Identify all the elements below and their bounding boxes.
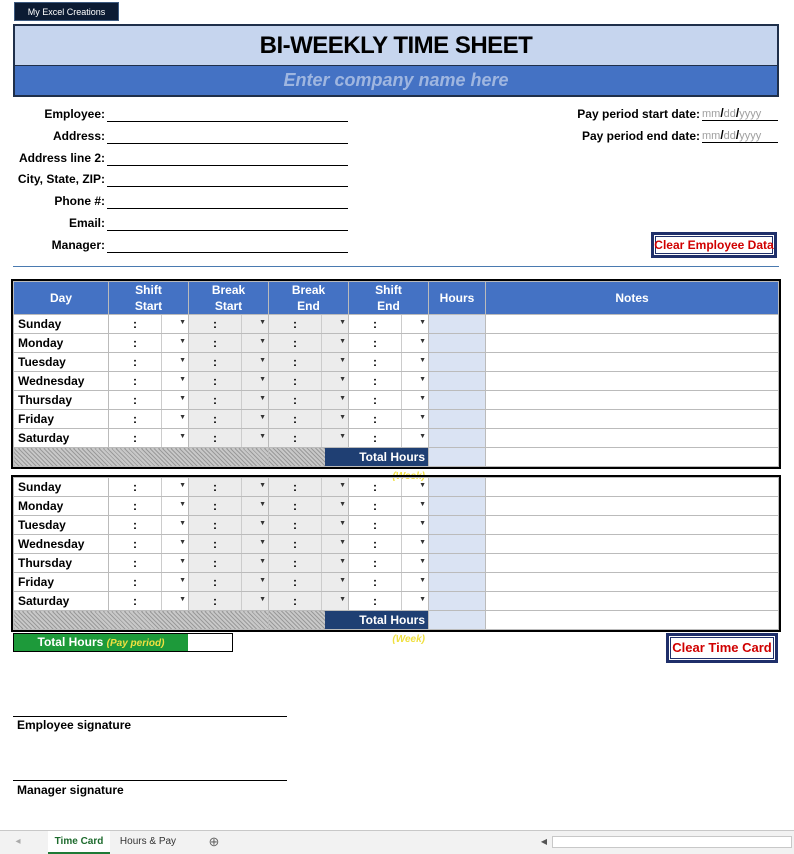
sheet-tab-bar <box>0 830 794 854</box>
shift-end-cell[interactable] <box>349 391 429 410</box>
day-label: Wednesday <box>14 535 109 554</box>
employee-field-label: Address line 2: <box>18 150 105 165</box>
dropdown-arrow-icon[interactable]: ▼ <box>401 497 428 515</box>
day-row <box>14 410 779 429</box>
pay-period-start-label: Pay period start date: <box>577 107 700 121</box>
break-start-cell[interactable] <box>189 535 269 554</box>
dropdown-arrow-icon[interactable]: ▼ <box>401 315 428 333</box>
dropdown-arrow-icon[interactable]: ▼ <box>401 554 428 572</box>
dropdown-arrow-icon[interactable]: ▼ <box>321 429 348 447</box>
col-break-start: Break Start <box>189 282 269 315</box>
hatched-fill <box>14 448 269 467</box>
time-colon: : <box>373 393 377 407</box>
week-total-notes <box>486 611 779 630</box>
notes-cell[interactable] <box>486 429 779 448</box>
time-colon: : <box>133 355 137 369</box>
hatched-fill <box>269 611 325 629</box>
dropdown-arrow-icon[interactable]: ▼ <box>161 592 188 610</box>
week-total-label <box>269 611 429 645</box>
company-name-field[interactable]: Enter company name here <box>13 66 779 97</box>
dropdown-arrow-icon[interactable]: ▼ <box>241 535 268 553</box>
break-start-cell[interactable] <box>189 315 269 334</box>
employee-field-input[interactable] <box>107 151 348 166</box>
hours-cell <box>429 516 486 535</box>
date-dd: dd <box>723 130 736 142</box>
break-end-cell[interactable] <box>269 391 349 410</box>
shift-start-cell[interactable] <box>109 478 189 497</box>
time-colon: : <box>293 594 297 608</box>
col-break-end: Break End <box>269 282 349 315</box>
day-label: Monday <box>14 497 109 516</box>
employee-field-label: Employee: <box>44 107 105 121</box>
time-colon: : <box>293 393 297 407</box>
hours-cell <box>429 372 486 391</box>
date-dd: dd <box>723 108 736 120</box>
time-colon: : <box>293 317 297 331</box>
shift-start-cell[interactable] <box>109 573 189 592</box>
brand-logo: My Excel Creations <box>14 2 119 21</box>
day-row <box>14 573 779 592</box>
notes-cell[interactable] <box>486 535 779 554</box>
notes-cell[interactable] <box>486 334 779 353</box>
employee-field-label: Email: <box>68 216 105 230</box>
week-total-label <box>269 448 429 482</box>
notes-cell[interactable] <box>486 554 779 573</box>
week-total-row <box>14 448 779 467</box>
break-end-cell[interactable] <box>269 516 349 535</box>
day-label: Sunday <box>14 315 109 334</box>
dropdown-arrow-icon[interactable]: ▼ <box>241 497 268 515</box>
date-mm: mm <box>702 130 721 142</box>
time-colon: : <box>373 431 377 445</box>
time-colon: : <box>293 374 297 388</box>
employee-field-label: Manager: <box>51 237 105 252</box>
dropdown-arrow-icon[interactable]: ▼ <box>401 478 428 496</box>
dropdown-arrow-icon[interactable]: ▼ <box>321 391 348 409</box>
day-label: Monday <box>14 334 109 353</box>
notes-cell[interactable] <box>486 372 779 391</box>
time-colon: : <box>293 480 297 494</box>
shift-start-cell[interactable] <box>109 516 189 535</box>
hours-cell <box>429 334 486 353</box>
dropdown-arrow-icon[interactable]: ▼ <box>401 592 428 610</box>
time-colon: : <box>293 336 297 350</box>
shift-end-cell[interactable] <box>349 429 429 448</box>
break-end-cell[interactable] <box>269 478 349 497</box>
dropdown-arrow-icon[interactable]: ▼ <box>161 573 188 591</box>
add-sheet-icon[interactable]: ⊕ <box>208 834 220 849</box>
hatched-fill <box>14 611 269 630</box>
time-colon: : <box>213 317 217 331</box>
time-colon: : <box>373 556 377 570</box>
employee-field-label: Address: <box>52 128 105 143</box>
employee-signature-line[interactable] <box>13 716 287 717</box>
dropdown-arrow-icon[interactable]: ▼ <box>161 516 188 534</box>
time-colon: : <box>133 317 137 331</box>
time-colon: : <box>373 594 377 608</box>
day-row <box>14 353 779 372</box>
hours-cell <box>429 554 486 573</box>
time-colon: : <box>213 393 217 407</box>
dropdown-arrow-icon[interactable]: ▼ <box>321 334 348 352</box>
dropdown-arrow-icon[interactable]: ▼ <box>161 372 188 390</box>
notes-cell[interactable] <box>486 516 779 535</box>
clear-time-card-button[interactable]: Clear Time Card <box>666 633 778 663</box>
employee-field-input[interactable] <box>107 172 348 187</box>
time-colon: : <box>373 374 377 388</box>
day-label: Friday <box>14 410 109 429</box>
shift-end-cell[interactable] <box>349 554 429 573</box>
dropdown-arrow-icon[interactable]: ▼ <box>241 391 268 409</box>
hours-cell <box>429 535 486 554</box>
time-colon: : <box>133 431 137 445</box>
hours-cell <box>429 592 486 611</box>
col-hours: Hours <box>429 282 486 315</box>
col-notes: Notes <box>486 282 779 315</box>
dropdown-arrow-icon[interactable]: ▼ <box>401 353 428 371</box>
tab-hours-and-pay[interactable]: Hours & Pay <box>119 836 177 847</box>
time-colon: : <box>373 355 377 369</box>
dropdown-arrow-icon[interactable]: ▼ <box>321 516 348 534</box>
date-sep: / <box>720 128 724 142</box>
time-colon: : <box>213 518 217 532</box>
break-end-cell[interactable] <box>269 334 349 353</box>
dropdown-arrow-icon[interactable]: ▼ <box>321 315 348 333</box>
week-total-notes <box>486 448 779 467</box>
time-colon: : <box>373 317 377 331</box>
hours-cell <box>429 429 486 448</box>
break-start-cell[interactable] <box>189 353 269 372</box>
col-day: Day <box>14 282 109 315</box>
shift-start-cell[interactable] <box>109 353 189 372</box>
shift-end-cell[interactable] <box>349 372 429 391</box>
break-end-cell[interactable] <box>269 573 349 592</box>
pay-period-total <box>13 633 233 652</box>
day-row <box>14 497 779 516</box>
employee-field-input[interactable] <box>107 238 348 253</box>
employee-signature-label: Employee signature <box>17 718 132 732</box>
week1-timesheet-table <box>13 281 779 482</box>
employee-field-input[interactable] <box>107 129 348 144</box>
notes-cell[interactable] <box>486 353 779 372</box>
time-colon: : <box>293 556 297 570</box>
dropdown-arrow-icon[interactable]: ▼ <box>241 429 268 447</box>
shift-start-cell[interactable] <box>109 497 189 516</box>
employee-field-input[interactable] <box>107 107 348 122</box>
employee-field-input[interactable] <box>107 194 348 209</box>
section-divider <box>13 266 779 267</box>
dropdown-arrow-icon[interactable]: ▼ <box>161 315 188 333</box>
break-start-cell[interactable] <box>189 516 269 535</box>
break-start-cell[interactable] <box>189 592 269 611</box>
time-colon: : <box>293 575 297 589</box>
dropdown-arrow-icon[interactable]: ▼ <box>241 592 268 610</box>
dropdown-arrow-icon[interactable]: ▼ <box>161 410 188 428</box>
pay-period-end-input[interactable] <box>702 128 778 143</box>
break-start-cell[interactable] <box>189 334 269 353</box>
manager-signature-label: Manager signature <box>17 783 124 797</box>
day-row <box>14 429 779 448</box>
notes-cell[interactable] <box>486 573 779 592</box>
day-row <box>14 334 779 353</box>
dropdown-arrow-icon[interactable]: ▼ <box>401 573 428 591</box>
hours-cell <box>429 497 486 516</box>
time-colon: : <box>213 355 217 369</box>
day-label: Friday <box>14 573 109 592</box>
dropdown-arrow-icon[interactable]: ▼ <box>321 372 348 390</box>
break-end-cell[interactable] <box>269 315 349 334</box>
day-label: Thursday <box>14 391 109 410</box>
time-colon: : <box>373 336 377 350</box>
employee-field-input[interactable] <box>107 216 348 231</box>
day-label: Sunday <box>14 478 109 497</box>
time-colon: : <box>293 355 297 369</box>
time-colon: : <box>133 518 137 532</box>
time-colon: : <box>373 518 377 532</box>
day-row <box>14 516 779 535</box>
notes-cell[interactable] <box>486 478 779 497</box>
break-end-cell[interactable] <box>269 410 349 429</box>
dropdown-arrow-icon[interactable]: ▼ <box>161 353 188 371</box>
date-sep: / <box>735 128 740 142</box>
time-colon: : <box>293 412 297 426</box>
dropdown-arrow-icon[interactable]: ▼ <box>401 410 428 428</box>
day-row <box>14 478 779 497</box>
notes-cell[interactable] <box>486 592 779 611</box>
notes-cell[interactable] <box>486 391 779 410</box>
time-colon: : <box>133 575 137 589</box>
hours-cell <box>429 573 486 592</box>
hscroll-left-icon[interactable]: ◀ <box>540 837 548 846</box>
break-start-cell[interactable] <box>189 478 269 497</box>
shift-end-cell[interactable] <box>349 315 429 334</box>
dropdown-arrow-icon[interactable]: ▼ <box>401 535 428 553</box>
clear-employee-data-button[interactable]: Clear Employee Data <box>651 232 777 258</box>
day-row <box>14 315 779 334</box>
break-end-cell[interactable] <box>269 497 349 516</box>
time-colon: : <box>213 431 217 445</box>
time-colon: : <box>133 393 137 407</box>
notes-cell[interactable] <box>486 497 779 516</box>
dropdown-arrow-icon[interactable]: ▼ <box>241 334 268 352</box>
shift-start-cell[interactable] <box>109 410 189 429</box>
date-yyyy: yyyy <box>739 130 762 142</box>
col-shift-end: Shift End <box>349 282 429 315</box>
shift-start-cell[interactable] <box>109 592 189 611</box>
shift-end-cell[interactable] <box>349 573 429 592</box>
dropdown-arrow-icon[interactable]: ▼ <box>241 554 268 572</box>
horizontal-scrollbar[interactable] <box>552 836 792 848</box>
day-label: Saturday <box>14 429 109 448</box>
shift-start-cell[interactable] <box>109 372 189 391</box>
time-colon: : <box>293 499 297 513</box>
day-row <box>14 592 779 611</box>
dropdown-arrow-icon[interactable]: ▼ <box>161 535 188 553</box>
dropdown-arrow-icon[interactable]: ▼ <box>241 372 268 390</box>
break-end-cell[interactable] <box>269 353 349 372</box>
tab-time-card[interactable]: Time Card <box>48 831 110 854</box>
hours-cell <box>429 353 486 372</box>
dropdown-arrow-icon[interactable]: ▼ <box>321 478 348 496</box>
time-colon: : <box>373 537 377 551</box>
dropdown-arrow-icon[interactable]: ▼ <box>321 573 348 591</box>
pay-period-end-label: Pay period end date: <box>581 129 700 143</box>
dropdown-arrow-icon[interactable]: ▼ <box>241 353 268 371</box>
dropdown-arrow-icon[interactable]: ▼ <box>241 315 268 333</box>
shift-start-cell[interactable] <box>109 535 189 554</box>
hours-cell <box>429 315 486 334</box>
shift-start-cell[interactable] <box>109 315 189 334</box>
time-colon: : <box>133 594 137 608</box>
day-label: Thursday <box>14 554 109 573</box>
day-row <box>14 554 779 573</box>
dropdown-arrow-icon[interactable]: ▼ <box>401 429 428 447</box>
dropdown-arrow-icon[interactable]: ▼ <box>401 516 428 534</box>
time-colon: : <box>213 480 217 494</box>
break-start-cell[interactable] <box>189 429 269 448</box>
col-shift-start: Shift Start <box>109 282 189 315</box>
time-colon: : <box>133 480 137 494</box>
date-sep: / <box>720 106 724 120</box>
time-colon: : <box>213 575 217 589</box>
day-row <box>14 372 779 391</box>
dropdown-arrow-icon[interactable]: ▼ <box>401 391 428 409</box>
dropdown-arrow-icon[interactable]: ▼ <box>241 573 268 591</box>
time-colon: : <box>213 594 217 608</box>
hours-cell <box>429 478 486 497</box>
dropdown-arrow-icon[interactable]: ▼ <box>321 554 348 572</box>
time-colon: : <box>133 499 137 513</box>
hours-cell <box>429 391 486 410</box>
shift-end-cell[interactable] <box>349 478 429 497</box>
break-end-cell[interactable] <box>269 535 349 554</box>
week-total-hours <box>429 448 486 467</box>
shift-end-cell[interactable] <box>349 535 429 554</box>
date-sep: / <box>735 106 740 120</box>
time-colon: : <box>373 499 377 513</box>
time-colon: : <box>213 336 217 350</box>
employee-field-label: City, State, ZIP: <box>17 172 105 187</box>
week-total-text: Total Hours (Week) <box>325 448 428 466</box>
time-colon: : <box>213 374 217 388</box>
day-row <box>14 535 779 554</box>
time-colon: : <box>133 556 137 570</box>
shift-end-cell[interactable] <box>349 334 429 353</box>
dropdown-arrow-icon[interactable]: ▼ <box>161 334 188 352</box>
break-start-cell[interactable] <box>189 391 269 410</box>
time-colon: : <box>373 575 377 589</box>
date-mm: mm <box>702 108 721 120</box>
break-start-cell[interactable] <box>189 554 269 573</box>
pay-period-start-input[interactable] <box>702 106 778 121</box>
date-yyyy: yyyy <box>739 108 762 120</box>
week-total-text: Total Hours (Week) <box>325 611 428 629</box>
shift-start-cell[interactable] <box>109 429 189 448</box>
manager-signature-line[interactable] <box>13 780 287 781</box>
break-start-cell[interactable] <box>189 410 269 429</box>
shift-end-cell[interactable] <box>349 353 429 372</box>
hours-cell <box>429 410 486 429</box>
page-title: BI-WEEKLY TIME SHEET <box>13 24 779 67</box>
time-colon: : <box>293 431 297 445</box>
shift-start-cell[interactable] <box>109 334 189 353</box>
time-colon: : <box>373 480 377 494</box>
time-colon: : <box>133 336 137 350</box>
shift-end-cell[interactable] <box>349 410 429 429</box>
time-colon: : <box>213 412 217 426</box>
dropdown-arrow-icon[interactable]: ▼ <box>241 478 268 496</box>
time-colon: : <box>213 556 217 570</box>
break-end-cell[interactable] <box>269 429 349 448</box>
dropdown-arrow-icon[interactable]: ▼ <box>321 353 348 371</box>
week-total-hours <box>429 611 486 630</box>
dropdown-arrow-icon[interactable]: ▼ <box>161 554 188 572</box>
time-colon: : <box>293 537 297 551</box>
tab-scroll-left-icon[interactable]: ◂ <box>15 836 21 847</box>
break-start-cell[interactable] <box>189 497 269 516</box>
employee-field-label: Phone #: <box>54 194 105 209</box>
dropdown-arrow-icon[interactable]: ▼ <box>161 497 188 515</box>
dropdown-arrow-icon[interactable]: ▼ <box>161 478 188 496</box>
break-start-cell[interactable] <box>189 372 269 391</box>
dropdown-arrow-icon[interactable]: ▼ <box>161 429 188 447</box>
day-row <box>14 391 779 410</box>
dropdown-arrow-icon[interactable]: ▼ <box>401 334 428 352</box>
day-label: Tuesday <box>14 516 109 535</box>
dropdown-arrow-icon[interactable]: ▼ <box>321 410 348 428</box>
shift-end-cell[interactable] <box>349 516 429 535</box>
week-total-row <box>14 611 779 630</box>
day-label: Saturday <box>14 592 109 611</box>
break-end-cell[interactable] <box>269 592 349 611</box>
shift-end-cell[interactable] <box>349 592 429 611</box>
dropdown-arrow-icon[interactable]: ▼ <box>161 391 188 409</box>
time-colon: : <box>133 537 137 551</box>
time-colon: : <box>133 412 137 426</box>
notes-cell[interactable] <box>486 410 779 429</box>
time-colon: : <box>213 499 217 513</box>
time-colon: : <box>293 518 297 532</box>
shift-start-cell[interactable] <box>109 391 189 410</box>
break-end-cell[interactable] <box>269 372 349 391</box>
time-colon: : <box>213 537 217 551</box>
dropdown-arrow-icon[interactable]: ▼ <box>241 410 268 428</box>
dropdown-arrow-icon[interactable]: ▼ <box>321 497 348 515</box>
dropdown-arrow-icon[interactable]: ▼ <box>401 372 428 390</box>
dropdown-arrow-icon[interactable]: ▼ <box>321 535 348 553</box>
hatched-fill <box>269 448 325 466</box>
shift-end-cell[interactable] <box>349 497 429 516</box>
time-colon: : <box>373 412 377 426</box>
break-end-cell[interactable] <box>269 554 349 573</box>
shift-start-cell[interactable] <box>109 554 189 573</box>
break-start-cell[interactable] <box>189 573 269 592</box>
notes-cell[interactable] <box>486 315 779 334</box>
day-label: Wednesday <box>14 372 109 391</box>
dropdown-arrow-icon[interactable]: ▼ <box>321 592 348 610</box>
time-colon: : <box>133 374 137 388</box>
dropdown-arrow-icon[interactable]: ▼ <box>241 516 268 534</box>
day-label: Tuesday <box>14 353 109 372</box>
pay-period-total-label: Total Hours (Pay period) <box>14 634 188 651</box>
